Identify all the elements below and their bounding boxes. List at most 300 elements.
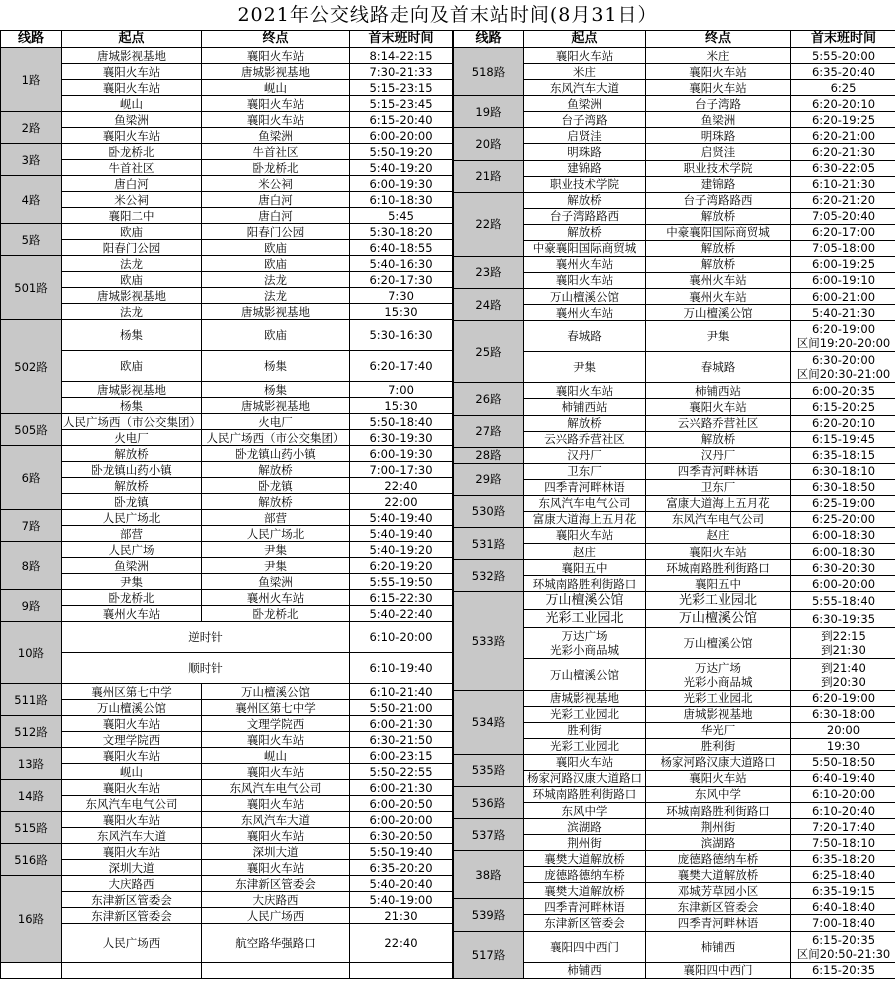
cell-text: 万达广场 (561, 629, 608, 644)
route-number: 535路 (454, 754, 524, 786)
start-stop (62, 732, 202, 748)
cell-text: 大庆路西 (108, 876, 155, 891)
cell-text: 7:05-20:40 (811, 209, 876, 224)
start-stop (524, 495, 646, 511)
cell-text: 万山檀溪公馆 (241, 684, 310, 699)
cell-text: 区间19:20-20:00 (796, 336, 891, 351)
end-stop (646, 610, 791, 628)
cell-text: 襄樊大道解放桥 (544, 851, 625, 866)
cell-text: 卧龙镇 (258, 478, 293, 493)
cell-text: 6:20-21:00 (811, 128, 876, 143)
route-direction (62, 622, 350, 653)
start-stop (524, 786, 646, 802)
cell-text: 鱼梁洲 (258, 128, 293, 143)
end-stop (202, 860, 350, 876)
start-stop (62, 351, 202, 382)
end-stop (202, 272, 350, 288)
start-stop (62, 963, 202, 979)
start-stop (62, 908, 202, 924)
start-stop (524, 399, 646, 415)
service-hours (791, 738, 895, 754)
start-stop (62, 272, 202, 288)
service-hours (350, 684, 453, 700)
cell-text: 襄阳火车站 (555, 48, 614, 63)
end-stop (646, 321, 791, 352)
cell-text: 襄樊大道解放桥 (544, 883, 625, 898)
cell-text: 光彩工业园北 (550, 707, 619, 722)
cell-text: 6:10-21:30 (811, 177, 876, 192)
cell-text: 启贤洼 (567, 128, 602, 143)
table-row (1, 542, 453, 558)
cell-text: 邓城芳草园小区 (677, 883, 759, 898)
table-row (1, 700, 453, 716)
end-stop (646, 527, 791, 543)
cell-text: 荆州街 (567, 835, 602, 850)
start-stop (524, 867, 646, 883)
start-stop (62, 796, 202, 812)
service-hours (791, 690, 895, 706)
end-stop (202, 64, 350, 80)
cell-text: 5:55-19:50 (369, 574, 433, 589)
service-hours (791, 224, 895, 240)
start-stop (524, 659, 646, 690)
cell-text: 东风汽车大道 (550, 80, 619, 95)
end-stop (202, 351, 350, 382)
cell-text: 5:15-23:45 (369, 96, 433, 111)
start-stop (524, 64, 646, 80)
cell-text: 襄阳火车站 (689, 399, 747, 414)
end-stop (202, 606, 350, 622)
cell-text: 唐城影视基地 (97, 48, 166, 63)
cell-text: 5:30-18:20 (369, 224, 433, 239)
cell-text: 7:50-18:10 (811, 835, 876, 850)
service-hours (791, 240, 895, 256)
cell-text: 5:55-18:40 (811, 593, 876, 608)
start-stop (62, 558, 202, 574)
start-stop (62, 446, 202, 462)
table-row (1, 96, 453, 112)
route-number: 533路 (454, 592, 524, 690)
end-stop (202, 224, 350, 240)
cell-text: 襄阳火车站 (689, 544, 747, 559)
end-stop (646, 819, 791, 835)
cell-text: 解放桥 (114, 478, 149, 493)
cell-text: 解放桥 (700, 209, 736, 224)
table-row (1, 494, 453, 510)
start-stop (524, 240, 646, 256)
start-stop (524, 899, 646, 915)
cell-text: 人民广场北 (246, 526, 305, 541)
service-hours (350, 288, 453, 304)
cell-text: 唐白河 (258, 192, 293, 207)
start-stop (62, 924, 202, 963)
cell-text: 启贤洼 (700, 144, 736, 159)
cell-text: 东津新区管委会 (91, 908, 172, 923)
cell-text: 6:15-22:30 (369, 590, 433, 605)
route-number: 24路 (454, 289, 524, 321)
cell-text: 6:40-18:40 (811, 899, 876, 914)
service-hours (350, 653, 453, 684)
start-stop (524, 835, 646, 851)
cell-text: 6:35-18:15 (811, 448, 876, 463)
cell-text: 6:30-18:00 (811, 707, 876, 722)
cell-text: 卧龙镇山药小镇 (235, 446, 316, 461)
service-hours (350, 796, 453, 812)
cell-text: 东津新区管委会 (235, 876, 316, 891)
cell-text: 滨湖路 (567, 819, 602, 834)
end-stop (646, 224, 791, 240)
end-stop (646, 544, 791, 560)
service-hours (350, 510, 453, 526)
service-hours (350, 764, 453, 780)
cell-text: 台子湾路路西 (683, 193, 753, 208)
service-hours (350, 96, 453, 112)
cell-text: 唐城影视基地 (241, 64, 310, 79)
cell-text: 22:40 (384, 936, 418, 950)
table-row (1, 144, 453, 160)
schedule-tables (0, 30, 895, 979)
end-stop (646, 576, 791, 592)
start-stop (524, 576, 646, 592)
start-stop (524, 511, 646, 527)
start-stop (62, 48, 202, 64)
table-row (1, 574, 453, 590)
cell-text: 文理学院西 (102, 732, 161, 747)
cell-text: 到21:30 (821, 643, 866, 658)
cell-text: 欧庙 (120, 359, 143, 373)
start-stop (62, 876, 202, 892)
end-stop (646, 770, 791, 786)
cell-text: 人民广场西（市公交集团） (206, 430, 345, 445)
start-stop (62, 80, 202, 96)
service-hours (350, 526, 453, 542)
column-header: 首末班时间 (350, 31, 453, 48)
column-header: 线路 (454, 31, 524, 48)
start-stop (62, 64, 202, 80)
route-number: 8路 (1, 542, 62, 590)
table-row (1, 812, 453, 828)
cell-text: 6:15-20:40 (369, 112, 433, 127)
end-stop (202, 526, 350, 542)
end-stop (202, 590, 350, 606)
cell-text: 6:00-21:00 (811, 289, 876, 304)
start-stop (524, 770, 646, 786)
table-row (1, 828, 453, 844)
cell-text: 6:00-19:25 (811, 257, 876, 272)
end-stop (202, 796, 350, 812)
cell-text: 襄阳五中 (695, 576, 741, 591)
cell-text: 卧龙镇 (114, 494, 149, 509)
cell-text: 8:14-22:15 (369, 48, 433, 63)
column-header: 终点 (646, 31, 791, 48)
table-row (1, 112, 453, 128)
table-row (1, 224, 453, 240)
header-row (1, 31, 453, 48)
cell-text: 7:00-18:40 (811, 915, 876, 930)
route-number: 13路 (1, 748, 62, 780)
cell-text: 襄阳火车站 (246, 48, 305, 63)
table-row (454, 786, 895, 802)
cell-text: 襄州火车站 (102, 606, 161, 621)
start-stop (62, 382, 202, 398)
service-hours (791, 511, 895, 527)
table-row (1, 304, 453, 320)
cell-text: 6:30-18:50 (811, 480, 876, 495)
cell-text: 米公祠 (258, 176, 293, 191)
cell-text: 柿铺西站 (561, 399, 608, 414)
cell-text: 5:40-19:20 (369, 160, 433, 175)
service-hours (350, 48, 453, 64)
cell-text: 深圳大道 (108, 860, 155, 875)
cell-text: 6:15-20:35 (811, 963, 876, 978)
cell-text: 四季青河畔林语 (544, 899, 625, 914)
cell-text: 6:20-21:30 (811, 144, 876, 159)
end-stop (202, 112, 350, 128)
cell-text: 6:00-18:30 (811, 528, 876, 543)
service-hours (350, 700, 453, 716)
service-hours (791, 144, 895, 160)
column-header: 起点 (62, 31, 202, 48)
cell-text: 6:25 (830, 80, 857, 95)
cell-text: 5:40-19:40 (369, 526, 433, 541)
service-hours (350, 382, 453, 398)
service-hours (791, 305, 895, 321)
service-hours (791, 754, 895, 770)
table-row (1, 80, 453, 96)
cell-text: 解放桥 (700, 432, 736, 447)
service-hours (350, 478, 453, 494)
cell-text: 云兴路乔营社区 (677, 416, 759, 431)
service-hours (791, 256, 895, 272)
service-hours (350, 446, 453, 462)
table-row (1, 176, 453, 192)
cell-text: 唐城影视基地 (550, 691, 619, 706)
cell-text: 顺时针 (188, 661, 223, 675)
cell-text: 明珠路 (567, 144, 602, 159)
cell-text: 6:20-19:20 (369, 558, 433, 573)
cell-text: 东风汽车大道 (97, 828, 166, 843)
cell-text: 6:10-20:00 (369, 630, 433, 644)
cell-text: 襄州火车站 (246, 590, 305, 605)
cell-text: 环城南路胜利街路口 (532, 787, 637, 802)
route-number: 501路 (1, 256, 62, 320)
service-hours (791, 352, 895, 383)
service-hours (350, 320, 453, 351)
cell-text: 尹集 (706, 329, 730, 344)
start-stop (62, 716, 202, 732)
cell-text: 人民广场西（市公交集团） (63, 414, 201, 429)
route-number: 29路 (454, 463, 524, 495)
cell-text: 6:30-21:50 (369, 732, 433, 747)
service-hours (350, 160, 453, 176)
cell-text: 到20:30 (821, 674, 866, 689)
cell-text: 6:20-21:20 (811, 193, 876, 208)
cell-text: 6:00-21:30 (369, 716, 433, 731)
table-row (1, 414, 453, 430)
cell-text: 东风汽车电气公司 (538, 496, 631, 511)
cell-text: 5:55-20:00 (811, 48, 876, 63)
start-stop (524, 463, 646, 479)
table-row (1, 653, 453, 684)
cell-text: 卧龙桥北 (252, 160, 299, 175)
service-hours (791, 80, 895, 96)
service-hours (791, 495, 895, 511)
cell-text: 解放桥 (258, 462, 293, 477)
cell-text: 卧龙桥北 (252, 606, 299, 621)
start-stop (62, 780, 202, 796)
service-hours (350, 590, 453, 606)
cell-text: 20:00 (826, 723, 861, 738)
table-row (1, 256, 453, 272)
end-stop (646, 305, 791, 321)
service-hours (791, 289, 895, 305)
start-stop (524, 305, 646, 321)
cell-text: 明珠路 (700, 128, 736, 143)
end-stop (646, 415, 791, 431)
cell-text: 襄阳火车站 (246, 796, 305, 811)
service-hours (350, 272, 453, 288)
cell-text: 欧庙 (120, 224, 143, 239)
table-row (1, 208, 453, 224)
end-stop (202, 716, 350, 732)
route-number: 536路 (454, 786, 524, 818)
cell-text: 襄阳火车站 (102, 128, 161, 143)
start-stop (62, 192, 202, 208)
cell-text: 22:40 (384, 478, 418, 493)
end-stop (646, 883, 791, 899)
table-row (1, 844, 453, 860)
start-stop (62, 288, 202, 304)
cell-text: 阳春门公园 (246, 224, 305, 239)
start-stop (524, 96, 646, 112)
route-number: 23路 (454, 256, 524, 288)
cell-text: 光彩工业园北 (550, 739, 619, 754)
route-number: 518路 (454, 48, 524, 96)
cell-text: 庞德路德纳车桥 (677, 851, 759, 866)
start-stop (524, 48, 646, 64)
service-hours (350, 430, 453, 446)
cell-text: 6:25-18:40 (811, 867, 876, 882)
end-stop (202, 494, 350, 510)
page-title: 2021年公交线路走向及首末站时间(8月31日） (237, 4, 658, 26)
start-stop (62, 224, 202, 240)
service-hours (350, 144, 453, 160)
service-hours (791, 96, 895, 112)
start-stop (524, 144, 646, 160)
table-row (1, 160, 453, 176)
cell-text: 襄州火车站 (555, 305, 614, 320)
start-stop (62, 844, 202, 860)
cell-text: 6:20-20:10 (811, 416, 876, 431)
start-stop (62, 526, 202, 542)
cell-text: 5:45 (388, 208, 414, 223)
cell-text: 人民广场北 (102, 510, 161, 525)
service-hours (791, 819, 895, 835)
end-stop (646, 495, 791, 511)
start-stop (524, 851, 646, 867)
cell-text: 6:20-17:00 (811, 225, 876, 240)
start-stop (524, 321, 646, 352)
route-number: 16路 (1, 876, 62, 963)
table-row (1, 446, 453, 462)
service-hours (350, 240, 453, 256)
service-hours (791, 128, 895, 144)
cell-text: 襄阳火车站 (246, 828, 305, 843)
service-hours (350, 462, 453, 478)
cell-text: 云兴路乔营社区 (544, 432, 625, 447)
cell-text: 5:40-21:30 (811, 305, 876, 320)
service-hours (350, 748, 453, 764)
table-row (454, 495, 895, 511)
end-stop (646, 240, 791, 256)
start-stop (524, 383, 646, 399)
table-row (1, 430, 453, 446)
start-stop (62, 208, 202, 224)
cell-text: 赵庄 (573, 544, 596, 559)
cell-text: 襄阳火车站 (555, 273, 614, 288)
table-row (454, 560, 895, 576)
cell-text: 职业技术学院 (550, 177, 619, 192)
cell-text: 万山檀溪公馆 (545, 592, 624, 608)
start-stop (524, 431, 646, 447)
table-row (1, 590, 453, 606)
end-stop (202, 963, 350, 979)
table-row (454, 592, 895, 610)
cell-text: 6:15-20:25 (811, 399, 876, 414)
start-stop (524, 803, 646, 819)
service-hours (350, 876, 453, 892)
cell-text: 6:00-20:00 (369, 812, 433, 827)
table-row (1, 892, 453, 908)
cell-text: 襄阳火车站 (102, 844, 161, 859)
start-stop (524, 722, 646, 738)
cell-text: 襄州火车站 (689, 289, 747, 304)
cell-text: 6:30-22:05 (811, 161, 876, 176)
cell-text: 四季青河畔林语 (677, 915, 759, 930)
cell-text: 人民广场西 (102, 936, 161, 950)
service-hours (350, 398, 453, 414)
route-number: 22路 (454, 192, 524, 256)
cell-text: 6:25-19:00 (811, 496, 876, 511)
service-hours (350, 716, 453, 732)
end-stop (646, 352, 791, 383)
table-row (1, 876, 453, 892)
route-number: 28路 (454, 447, 524, 463)
cell-text: 襄阳火车站 (102, 716, 161, 731)
cell-text: 6:00-23:15 (369, 748, 433, 763)
start-stop (524, 289, 646, 305)
service-hours (350, 192, 453, 208)
start-stop (524, 610, 646, 628)
start-stop (524, 447, 646, 463)
table-row (1, 526, 453, 542)
cell-text: 6:15-19:45 (811, 432, 876, 447)
end-stop (646, 511, 791, 527)
table-row (1, 732, 453, 748)
cell-text: 6:35-20:40 (811, 64, 876, 79)
cell-text: 5:30-16:30 (369, 328, 433, 342)
route-number: 14路 (1, 780, 62, 812)
service-hours (350, 908, 453, 924)
cell-text: 6:30-19:30 (369, 430, 433, 445)
start-stop (62, 160, 202, 176)
cell-text: 15:30 (384, 304, 418, 319)
cell-text: 欧庙 (120, 272, 143, 287)
cell-text: 环城南路胜利街路口 (532, 576, 637, 591)
cell-text: 东风汽车电气公司 (229, 780, 322, 795)
cell-text: 杨集 (264, 382, 287, 397)
table-row (1, 192, 453, 208)
